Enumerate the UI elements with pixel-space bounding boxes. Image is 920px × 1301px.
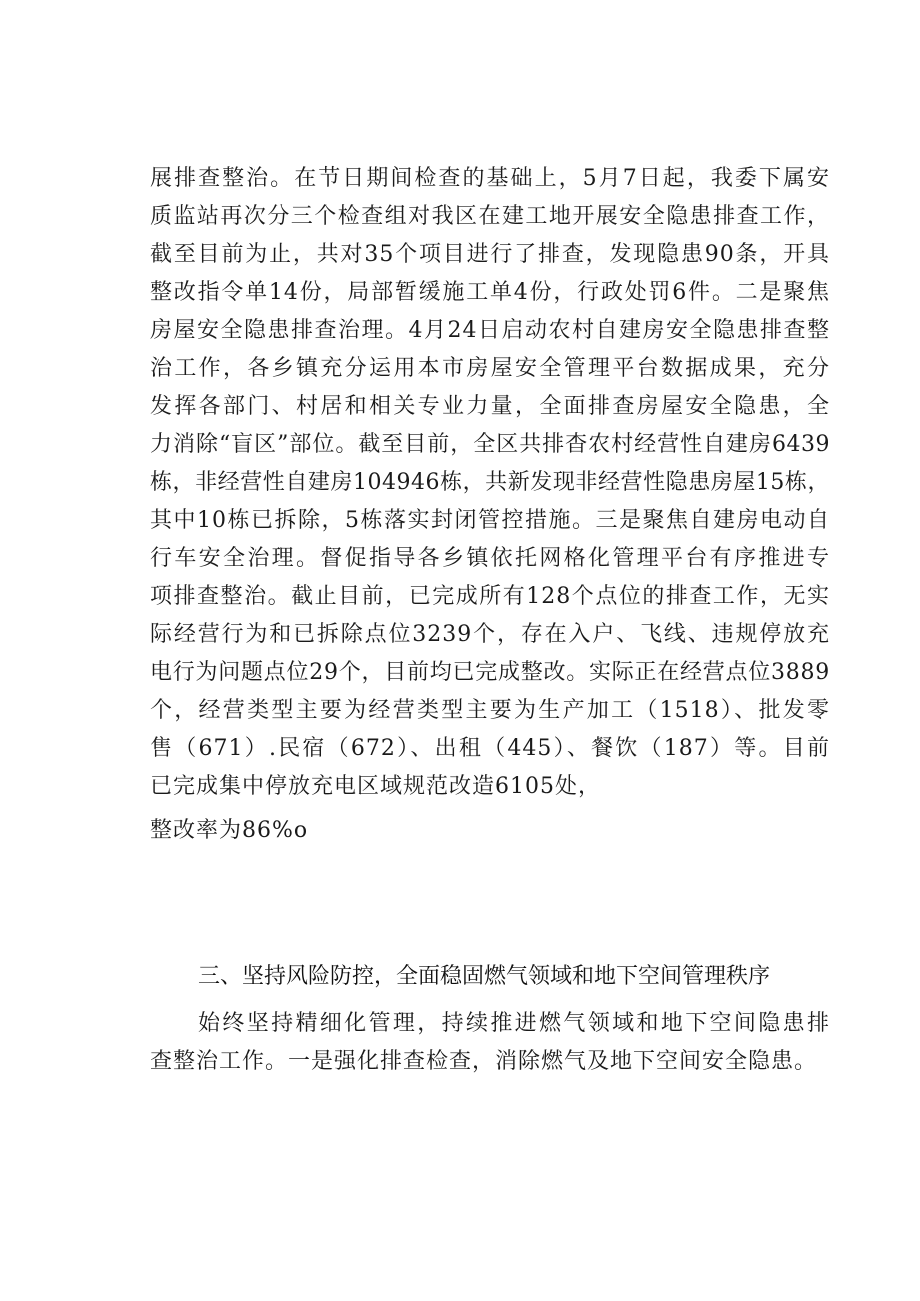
- text-line: 售（671）.民宿（672）、出租（445）、餐饮（187）等。目前: [150, 736, 830, 761]
- text-line: 质监站再次分三个检查组对我区在建工地开展安全隐患排查工作，: [150, 204, 830, 229]
- text-line: 查整治工作。一是强化排查检查，消除燃气及地下空间安全隐患。: [150, 1049, 818, 1074]
- paragraph-housing-safety: [150, 160, 830, 850]
- text-line: 电行为问题点位29个，目前均已完成整改。实际正在经营点位3889: [150, 660, 830, 685]
- text-line: 始终坚持精细化管理，持续推进燃气领域和地下空间隐患排: [198, 1011, 830, 1036]
- text-line: 栋，非经营性自建房104946栋，共新发现非经营性隐患房屋15栋，: [150, 470, 830, 495]
- text-line: 截至目前为止，共对35个项目进行了排查，发现隐患90条，开具: [150, 242, 830, 267]
- text-line: 其中10栋已拆除，5栋落实封闭管控措施。三是聚焦自建房电动自: [150, 508, 830, 533]
- text-line: 个，经营类型主要为经营类型主要为生产加工（1518）、批发零: [150, 698, 830, 723]
- text-line: 展排查整治。在节日期间检查的基础上，5月7日起，我委下属安: [150, 166, 830, 191]
- text-line: 际经营行为和已拆除点位3239个，存在入户、飞线、违规停放充: [150, 622, 830, 647]
- text-line: 房屋安全隐患排查治理。4月24日启动农村自建房安全隐患排查整: [150, 318, 830, 343]
- text-line: 治工作，各乡镇充分运用本市房屋安全管理平台数据成果，充分: [150, 356, 830, 381]
- text-line: 行车安全治理。督促指导各乡镇依托网格化管理平台有序推进专: [150, 546, 830, 571]
- text-line: 已完成集中停放充电区域规范改造6105处，: [150, 774, 601, 799]
- paragraph-gas-underground: [150, 1005, 830, 1081]
- section-heading: 三、坚持风险防控，全面稳固燃气领域和地下空间管理秩序: [198, 964, 771, 989]
- text-line-tail: 整改率为86%o: [150, 818, 309, 843]
- text-line: 力消除“盲区”部位。截至目前，全区共排杳农村经营性自建房6439: [150, 432, 830, 457]
- text-line: 发挥各部门、村居和相关专业力量，全面排查房屋安全隐患，全: [150, 394, 830, 419]
- text-line: 整改指令单14份，局部暂缓施工单4份，行政处罚6件。二是聚焦: [150, 280, 830, 305]
- text-line: 项排查整治。截止目前，已完成所有128个点位的排查工作，无实: [150, 584, 830, 609]
